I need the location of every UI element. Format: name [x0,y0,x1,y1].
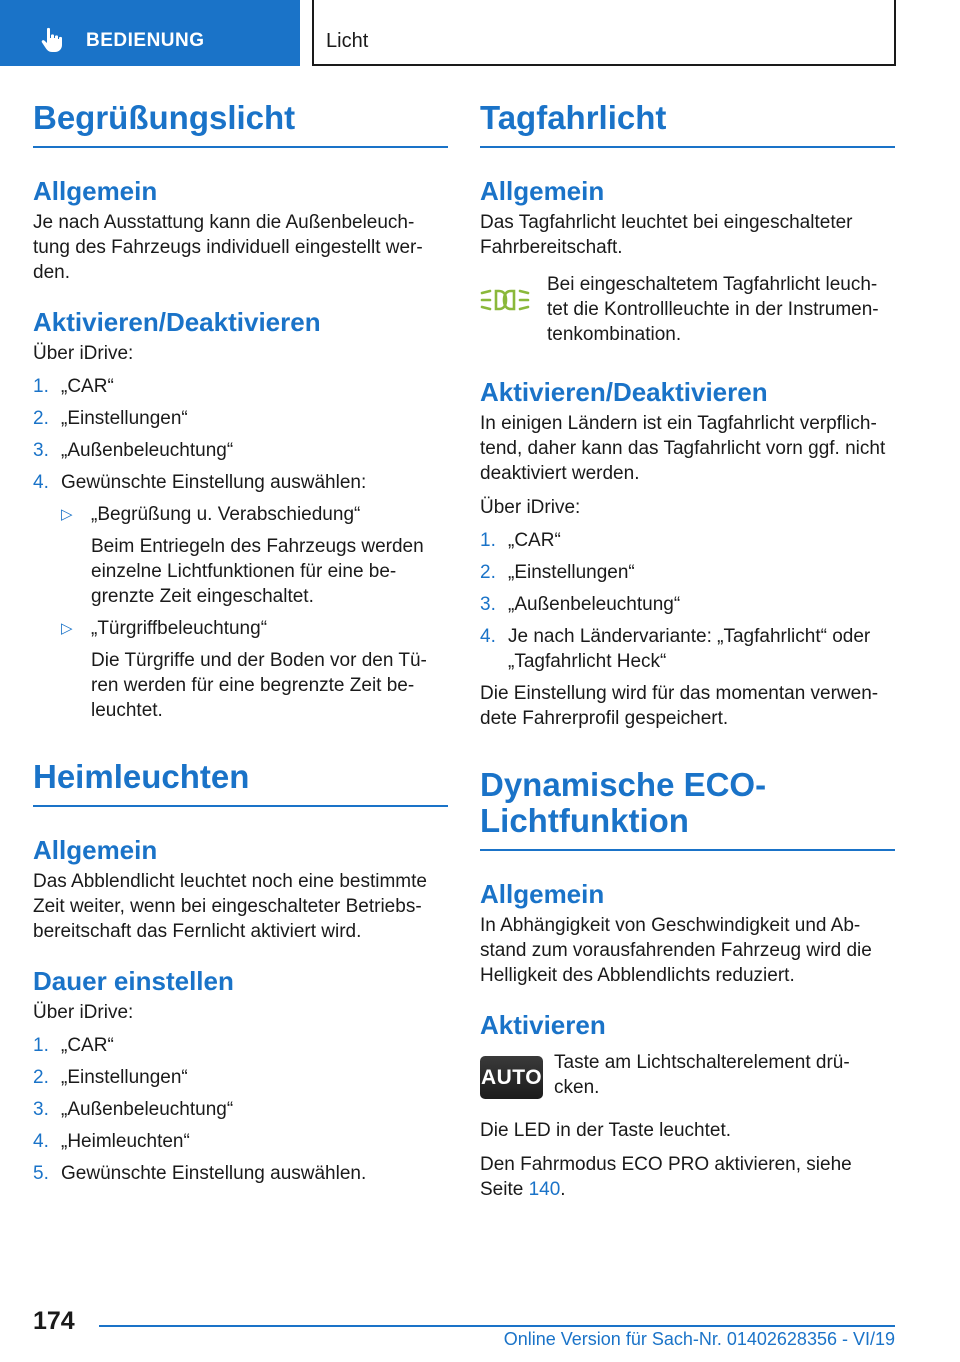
chapter-tab-label: Licht [326,30,369,52]
steps-list [33,1033,448,1186]
indicator-note [480,272,895,347]
options-list [61,502,448,723]
heading-dauer-einstellen: Dauer einstellen [33,966,234,996]
idrive-intro: Über iDrive: [480,497,581,518]
heading-allgemein: Allgemein [480,879,605,909]
list-item: 4. Gewünschte Einstellung auswählen: ▷ „Begrüßung u. Verabschiedung“ Beim Entriegeln des Fahrzeugs werden einzelne Lichtfunktionen für eine be-grenzte Zeit eingeschaltet. ▷ „Türgriffbeleuchtung“ Die Türgriffe und der Boden vor den Tü-ren werden für eine begrenzte Zeit be-leuchtet. [33,470,448,723]
idrive-intro: Über iDrive: [33,1002,134,1023]
list-item: 1. „CAR“ [33,376,114,397]
daytime-running-light-icon [480,288,530,312]
section-title-heimleuchten: Heimleuchten [33,759,448,807]
steps-list [33,374,448,723]
heading-allgemein: Allgemein [33,176,158,206]
list-item: 4. „Heimleuchten“ [33,1131,190,1152]
idrive-intro: Über iDrive: [33,343,134,364]
heading-aktivieren: Aktivieren [480,1010,606,1040]
paragraph: Die LED in der Taste leuchtet. [480,1120,732,1141]
page-header [0,0,960,66]
list-item: 5. Gewünschte Einstellung auswählen. [33,1163,367,1184]
left-column [33,100,448,1193]
auto-button-note [480,1050,895,1100]
heading-aktivieren-deaktivieren: Aktivieren/Deaktivieren [480,377,768,407]
paragraph: Die Einstellung wird für das momentan verwen-dete Fahrerprofil gespeichert. [480,683,879,729]
paragraph: In Abhängigkeit von Geschwindigkeit und Ab-stand zum vorausfahrenden Fahrzeug wird die Helligkeit des Abblendlichts reduziert. [480,915,872,986]
page-footer [0,1295,960,1362]
list-item: 3. „Außenbeleuchtung“ [33,440,234,461]
list-item: 1. „CAR“ [33,1035,114,1056]
page-link-140[interactable]: 140 [528,1179,561,1200]
triangle-bullet-icon: ▷ [61,620,73,637]
section-title-begruessungslicht: Begrüßungslicht [33,100,448,148]
heading-allgemein: Allgemein [33,835,158,865]
page-number: 174 [33,1307,75,1335]
steps-list [480,528,895,674]
list-item: 2. „Einstellungen“ [480,562,635,583]
heading-allgemein: Allgemein [480,176,605,206]
right-column [480,100,895,1202]
paragraph-eco-pro: Den Fahrmodus ECO PRO aktivieren, siehe Seite 140. [480,1154,852,1200]
footer-divider [99,1325,895,1327]
list-item: 3. „Außenbeleuchtung“ [33,1099,234,1120]
paragraph: In einigen Ländern ist ein Tagfahrlicht verpflich-tend, daher kann das Tagfahrlicht vorn ggf. nicht deaktiviert werden. [480,413,886,484]
heading-aktivieren-deaktivieren: Aktivieren/Deaktivieren [33,307,321,337]
list-item: 2. „Einstellungen“ [33,408,188,429]
triangle-bullet-icon: ▷ [61,506,73,523]
online-version-note: Online Version für Sach-Nr. 01402628356 - VI/19 [503,1329,895,1349]
pointing-hand-icon [38,26,66,54]
list-item: 3. „Außenbeleuchtung“ [480,594,681,615]
paragraph: Das Tagfahrlicht leuchtet bei eingeschalteter Fahrbereitschaft. [480,212,853,258]
list-item: 4. Je nach Ländervariante: „Tagfahrlicht“ oder „Tagfahrlicht Heck“ [480,626,871,672]
paragraph: Je nach Ausstattung kann die Außenbeleuch-tung des Fahrzeugs individuell eingestellt wer-den. [33,212,423,283]
option-item: ▷ „Begrüßung u. Verabschiedung“ Beim Entriegeln des Fahrzeugs werden einzelne Lichtfunktionen für eine be-grenzte Zeit eingeschaltet. [61,504,424,607]
section-title-dynamische-eco-lichtfunktion: Dynamische ECO- Lichtfunktion [480,767,895,851]
section-tab[interactable] [0,0,300,66]
auto-button-icon: AUTO [480,1056,543,1099]
section-tab-label: BEDIENUNG [86,30,205,51]
list-item: 2. „Einstellungen“ [33,1067,188,1088]
list-item: 1. „CAR“ [480,530,561,551]
section-title-tagfahrlicht: Tagfahrlicht [480,100,895,148]
option-item: ▷ „Türgriffbeleuchtung“ Die Türgriffe und der Boden vor den Tü-ren werden für eine begrenzte Zeit be-leuchtet. [61,618,427,721]
chapter-tab[interactable] [312,0,896,66]
indicator-note-text: Bei eingeschaltetem Tagfahrlicht leuch-tet die Kontrollleuchte in der Instrumen-tenkombination. [547,274,879,345]
paragraph: Das Abblendlicht leuchtet noch eine bestimmte Zeit weiter, wenn bei eingeschalteter Betriebs-bereitschaft das Fernlicht aktiviert wird. [33,871,427,942]
auto-button-text: Taste am Lichtschalterelement drü-cken. [554,1052,850,1098]
